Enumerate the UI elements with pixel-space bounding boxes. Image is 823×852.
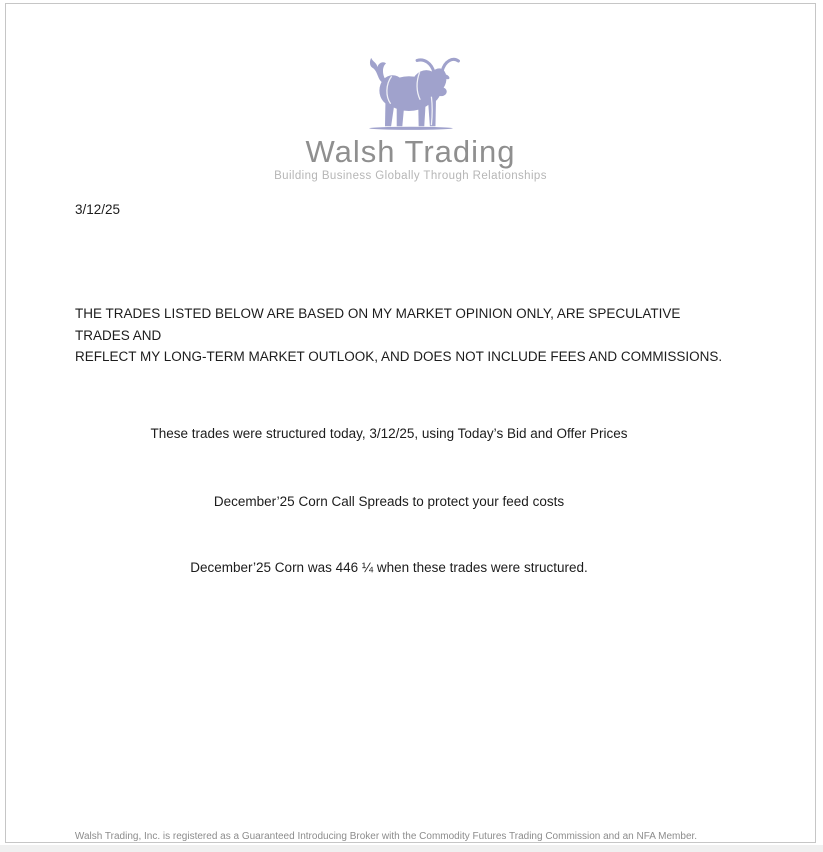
document-page <box>5 3 816 843</box>
disclaimer-paragraph <box>75 303 735 368</box>
body-line-corn-call-spreads: December’25 Corn Call Spreads to protect your feed costs <box>213 494 565 509</box>
document-date: 3/12/25 <box>75 202 121 217</box>
bull-icon <box>360 44 462 132</box>
disclaimer-line-1: THE TRADES LISTED BELOW ARE BASED ON MY MARKET OPINION ONLY, ARE SPECULATIVE TRADES AND <box>75 306 681 343</box>
disclaimer-line-2: REFLECT MY LONG-TERM MARKET OUTLOOK, AND DOES NOT INCLUDE FEES AND COMMISSIONS. <box>75 349 723 364</box>
footer-disclaimer: Walsh Trading, Inc. is registered as a Guaranteed Introducing Broker with the Commodity Futures Trading Commission and an NFA Member. <box>74 831 698 842</box>
body-line-structured-today: These trades were structured today, 3/12/25, using Today’s Bid and Offer Prices <box>150 426 628 441</box>
brand-tagline: Building Business Globally Through Relationships <box>274 170 547 182</box>
app-background-strip <box>0 845 823 852</box>
body-line-corn-price: December’25 Corn was 446 ¼ when these trades were structured. <box>190 560 588 575</box>
brand-name: Walsh Trading <box>305 134 516 169</box>
